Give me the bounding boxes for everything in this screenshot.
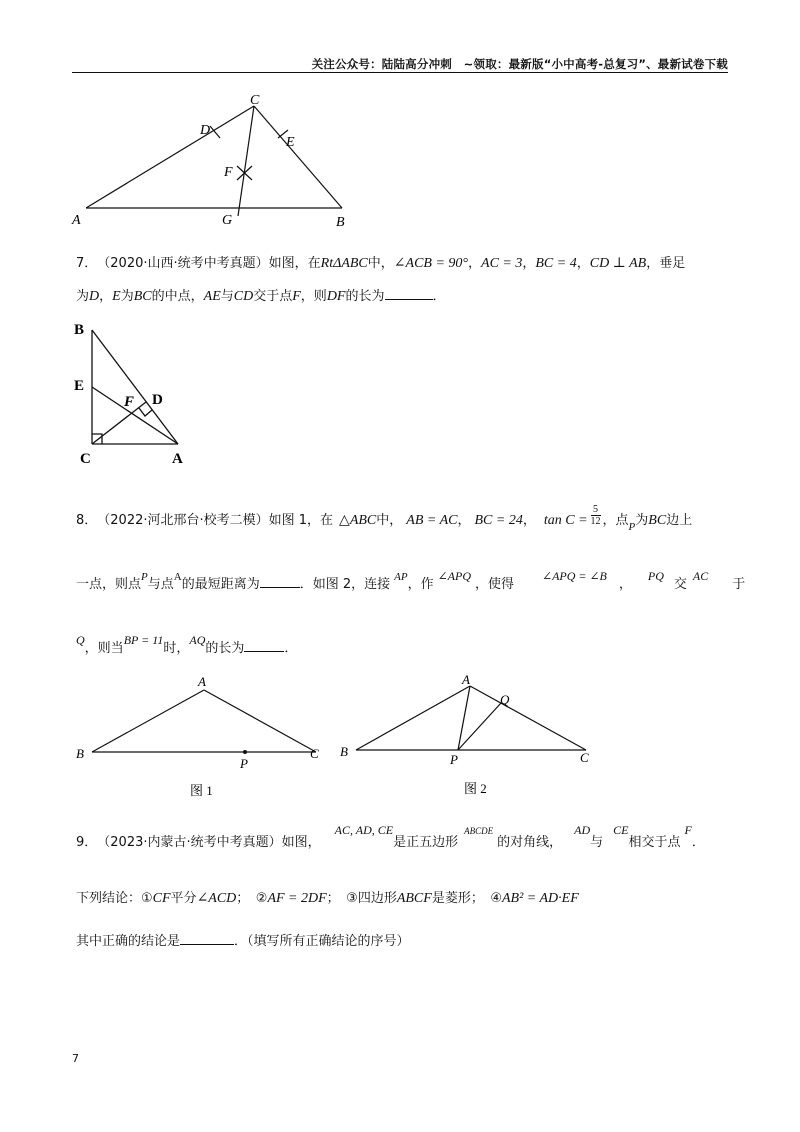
q9-diagonals: AC, AD, CE [334, 823, 394, 837]
q8-answer-blank-1 [260, 575, 300, 588]
q7-text: 交于点 [253, 289, 293, 304]
q8-text: 边上 [666, 513, 693, 528]
q9-text: ．（填写所有正确结论的序号） [234, 934, 410, 949]
q7-text: 与 [220, 289, 234, 304]
q8-text: ， [618, 577, 632, 592]
q9-angle-acd: ∠ACD [196, 891, 237, 906]
q7-label-f: F [124, 394, 135, 410]
q8-var-aq: AQ [189, 633, 206, 647]
q8-var-ac: AC [692, 569, 709, 583]
q7-text: 为 [120, 289, 134, 304]
segment-ac [86, 106, 254, 208]
q9-text: 是菱形； ④ [431, 891, 502, 906]
q7-text: ， [99, 289, 113, 304]
q8-text: 中， [376, 513, 403, 528]
q7-text: 如图，在 [268, 256, 321, 271]
q9-quad: ABCF [396, 891, 432, 906]
q7-figure [72, 318, 192, 470]
q8-fraction-den: 12 [590, 516, 601, 527]
header-rule [72, 72, 728, 73]
q8-text: ，使得 [475, 577, 515, 592]
label-c: C [250, 93, 260, 108]
label-b: B [336, 215, 345, 230]
q8-fraction-num: 5 [591, 504, 601, 516]
q7-text: ，则 [300, 289, 327, 304]
q8-fig2-label-p: P [450, 752, 458, 767]
q8-angle-apq: ∠APQ [437, 569, 471, 583]
q8-fig1-label-b: B [76, 746, 84, 761]
q7-condition-bc: BC = 4 [535, 256, 577, 271]
q8-text: 为 [635, 513, 649, 528]
q7-line-1 [76, 255, 685, 273]
q8-var-q: Q [76, 633, 85, 647]
label-d: D [200, 123, 211, 138]
q8-fraction [591, 504, 601, 527]
q8-eq-bc: BC = 24 [474, 513, 523, 528]
q9-var-cf: CF [152, 891, 171, 906]
q7-var-ae: AE [203, 289, 221, 304]
q7-var-e: E [112, 289, 121, 304]
segment-cg [238, 106, 254, 216]
q8-fig2-label-q: Q [500, 692, 510, 707]
q9-text: 与 [590, 835, 604, 850]
q8-var-bc: BC [648, 513, 667, 528]
q9-text: 是正五边形 [393, 835, 459, 850]
q7-var-df: DF [326, 289, 346, 304]
q7-line-2 [76, 287, 446, 306]
q7-condition-ac: AC = 3 [481, 256, 523, 271]
q8-line-1 [76, 504, 693, 533]
q9-line-2 [76, 890, 579, 908]
q9-text: 其中正确的结论是 [76, 934, 181, 949]
q9-number: 9． [76, 835, 98, 850]
q7-text: 的长为 [345, 289, 385, 304]
q7-text: 为 [76, 289, 90, 304]
q9-text: 的对角线， [497, 835, 563, 850]
q8-figure-1 [72, 672, 332, 802]
q9-text: 如图， [281, 835, 321, 850]
q7-source: （2020·山西·统考中考真题） [97, 256, 269, 271]
q8-text: ， [522, 513, 536, 528]
q7-text: 中， [367, 256, 394, 271]
q8-fig1-label-p: P [240, 756, 248, 771]
q8-text: 时， [163, 641, 190, 656]
q7-condition-perp: CD ⊥ AB [589, 256, 647, 271]
q9-pentagon: ABCDE [464, 826, 494, 836]
q7-condition-angle: ∠ACB = 90° [393, 256, 468, 271]
q8-eq-angle: ∠APQ = ∠B [542, 569, 607, 583]
q8-fig2-label-a: A [462, 672, 470, 687]
q9-text: 平分 [170, 891, 197, 906]
q8-line-2 [76, 569, 746, 594]
q7-text: ． [432, 289, 446, 304]
q9-text: 下列结论：① [76, 891, 153, 906]
q8-var-ap: AP [394, 571, 408, 583]
q7-label-e: E [74, 378, 85, 394]
q9-var-ce: CE [613, 823, 629, 837]
q7-var-d: D [89, 289, 100, 304]
q9-eq-ab2: AB² = AD·EF [501, 891, 579, 906]
q8-var-p: P [141, 571, 148, 583]
q8-fig1-caption: 图 1 [190, 783, 213, 798]
q8-figure-2 [336, 670, 606, 798]
q8-text: 如图 1，在 [268, 513, 334, 528]
q9-line-1 [76, 823, 705, 852]
q7-triangle: RtΔABC [320, 256, 368, 271]
q7-var-cd: CD [233, 289, 254, 304]
q8-eq-bp: BP = 11 [123, 633, 164, 647]
q8-text: 与点 [147, 577, 174, 592]
q8-text: ，点 [602, 513, 629, 528]
q7-text: ， [576, 256, 590, 271]
q8-text: ．如图 2，连接 [299, 577, 391, 592]
q9-var-ad: AD [574, 823, 591, 837]
q8-fig2-label-b: B [340, 744, 348, 759]
q8-text: ， [457, 513, 471, 528]
q9-var-f: F [684, 823, 692, 837]
q9-text: 相交于点 [628, 835, 681, 850]
page-number: 7 [72, 1052, 79, 1065]
q7-label-c: C [80, 451, 91, 467]
label-f: F [224, 165, 233, 180]
q7-text: ，垂足 [646, 256, 686, 271]
q9-text: ． [691, 835, 705, 850]
q8-text: 的最短距离为 [181, 577, 260, 592]
q9-source: （2023·内蒙古·统考中考真题） [97, 835, 282, 850]
q8-source: （2022·河北邢台·校考二模） [97, 513, 269, 528]
q8-fig2-caption: 图 2 [464, 781, 487, 796]
q9-text: ； ③四边形 [326, 891, 397, 906]
q8-text: 交 [673, 577, 687, 592]
q8-tan: tan C = [543, 513, 588, 528]
q7-text: 的中点， [151, 289, 204, 304]
q7-text: ， [522, 256, 536, 271]
q8-text: ． [284, 641, 298, 656]
q8-text: ，作 [407, 577, 434, 592]
q9-line-3 [76, 932, 410, 951]
q7-label-a: A [172, 451, 183, 467]
q9-eq-af: AF = 2DF [267, 891, 327, 906]
q8-text: 一点，则点 [76, 577, 142, 592]
q8-var-pq: PQ [647, 569, 664, 583]
q8-fig1-label-c: C [310, 746, 319, 761]
q8-line-3 [76, 633, 298, 658]
q7-label-b: B [74, 322, 85, 338]
q8-answer-blank-2 [244, 639, 284, 652]
q8-fig1-label-a: A [198, 674, 206, 689]
q7-answer-blank [385, 287, 433, 300]
q8-eq-ab-ac: AB = AC [406, 513, 458, 528]
q7-var-bc: BC [133, 289, 152, 304]
q8-fig2-label-c: C [580, 750, 589, 765]
q8-triangle: △ABC [339, 513, 377, 528]
label-e: E [286, 135, 295, 150]
q7-number: 7． [76, 256, 98, 271]
label-a: A [72, 213, 81, 228]
q8-number: 8． [76, 513, 98, 528]
q8-var-a: A [173, 571, 182, 583]
q7-text: ， [468, 256, 482, 271]
page-header: 关注公众号：陆陆高分冲刺 ~领取：最新版“小中高考-总复习”、最新试卷下载 [311, 57, 728, 71]
label-g: G [222, 213, 233, 228]
q8-var-p: P [628, 521, 636, 533]
q8-text: ，则当 [84, 641, 124, 656]
segment-bc [254, 106, 342, 208]
q7-var-f: F [292, 289, 301, 304]
q8-text: 的长为 [205, 641, 245, 656]
figure-top-triangle [66, 90, 366, 230]
q7-label-d: D [152, 392, 163, 408]
q9-text: ； ② [236, 891, 268, 906]
q8-text: 于 [732, 577, 746, 592]
q9-answer-blank [180, 932, 234, 945]
